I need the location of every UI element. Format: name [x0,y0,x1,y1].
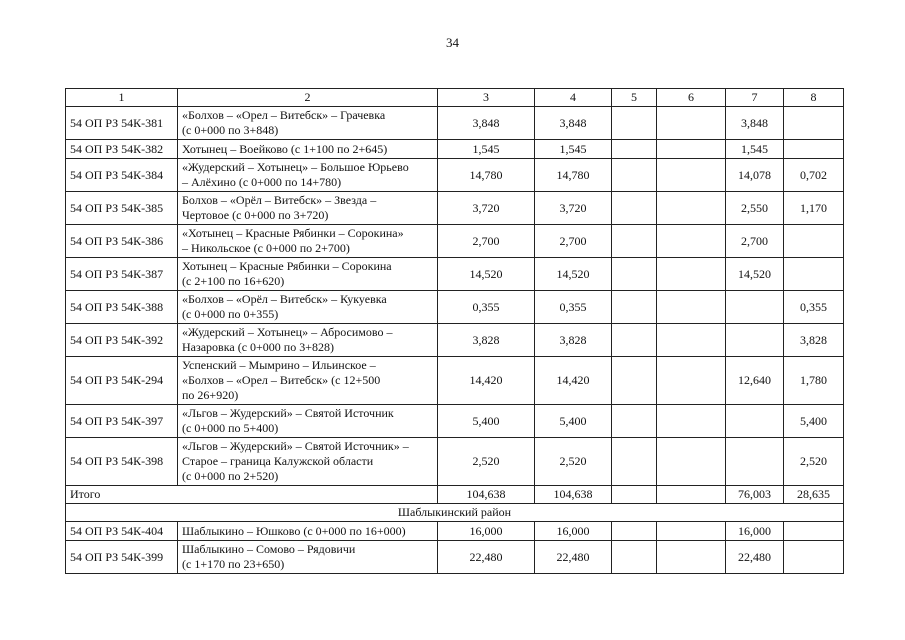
road-code-cell: 54 ОП РЗ 54К-404 [66,522,178,541]
value-cell-c7 [726,438,784,486]
road-code-cell: 54 ОП РЗ 54К-399 [66,541,178,574]
road-name-line: «Жудерский – Хотынец» – Большое Юрьево [182,160,409,174]
value-cell-c7: 2,550 [726,192,784,225]
value-cell-c3: 3,828 [438,324,535,357]
road-name-line: «Льгов – Жудерский» – Святой Источник» – [182,439,409,453]
road-name-cell [178,225,438,258]
value-cell-c8: 5,400 [784,405,844,438]
total-value-c7: 76,003 [726,486,784,504]
road-name-line: Шаблыкино – Юшково (с 0+000 по 16+000) [182,523,406,538]
value-cell-c4: 2,700 [535,225,612,258]
value-cell-c6 [657,438,726,486]
road-name-cell [178,541,438,574]
value-cell-c5 [612,159,657,192]
value-cell-c4: 1,545 [535,140,612,159]
value-cell-c3: 3,848 [438,107,535,140]
road-name-cell [178,258,438,291]
table-row [66,140,844,159]
value-cell-c7: 16,000 [726,522,784,541]
total-value-c8: 28,635 [784,486,844,504]
road-name-line: (с 0+000 по 2+520) [182,469,279,483]
value-cell-c5 [612,522,657,541]
value-cell-c8 [784,258,844,291]
value-cell-c3: 2,700 [438,225,535,258]
value-cell-c6 [657,357,726,405]
value-cell-c5 [612,258,657,291]
value-cell-c6 [657,522,726,541]
road-name-line: по 26+920) [182,388,239,402]
value-cell-c5 [612,438,657,486]
road-name-line: (с 2+100 по 16+620) [182,274,285,288]
value-cell-c3: 22,480 [438,541,535,574]
road-name-line: (с 1+170 по 23+650) [182,557,285,571]
value-cell-c3: 3,720 [438,192,535,225]
road-name-line: Старое – граница Калужской области [182,454,374,468]
road-name-line: Хотынец – Воейково (с 1+100 по 2+645) [182,141,388,156]
table-row [66,357,844,405]
column-header: 2 [178,89,438,107]
value-cell-c8 [784,522,844,541]
table-row [66,438,844,486]
table-body [66,89,844,574]
value-cell-c3: 14,420 [438,357,535,405]
value-cell-c5 [612,140,657,159]
road-name-line: «Жудерский – Хотынец» – Абросимово – [182,325,393,339]
value-cell-c6 [657,258,726,291]
value-cell-c4: 14,520 [535,258,612,291]
road-name-cell [178,522,438,541]
value-cell-c6 [657,324,726,357]
value-cell-c4: 2,520 [535,438,612,486]
road-name-line: – Никольское (с 0+000 по 2+700) [182,241,350,255]
column-header: 6 [657,89,726,107]
road-code-cell: 54 ОП РЗ 54К-388 [66,291,178,324]
road-name-line: «Льгов – Жудерский» – Святой Источник [182,406,394,420]
column-header: 7 [726,89,784,107]
value-cell-c6 [657,107,726,140]
value-cell-c4: 14,780 [535,159,612,192]
value-cell-c7: 2,700 [726,225,784,258]
total-value-c5 [612,486,657,504]
road-name-cell [178,324,438,357]
value-cell-c6 [657,225,726,258]
value-cell-c6 [657,291,726,324]
column-header: 5 [612,89,657,107]
value-cell-c3: 2,520 [438,438,535,486]
road-name-line: «Болхов – «Орёл – Витебск» – Кукуевка [182,292,387,306]
road-name-cell [178,291,438,324]
total-value-c4: 104,638 [535,486,612,504]
page-number: 34 [446,35,459,50]
table-row [66,192,844,225]
section-row [66,504,844,522]
road-code-cell: 54 ОП РЗ 54К-398 [66,438,178,486]
column-header: 4 [535,89,612,107]
value-cell-c6 [657,140,726,159]
value-cell-c8: 1,780 [784,357,844,405]
roads-table [65,88,844,574]
road-code-cell: 54 ОП РЗ 54К-294 [66,357,178,405]
road-name-cell [178,357,438,405]
value-cell-c6 [657,192,726,225]
value-cell-c4: 5,400 [535,405,612,438]
value-cell-c4: 0,355 [535,291,612,324]
road-code-cell: 54 ОП РЗ 54К-382 [66,140,178,159]
table-row [66,405,844,438]
road-name-cell [178,140,438,159]
road-name-line: «Болхов – «Орел – Витебск» – Грачевка [182,108,386,122]
value-cell-c6 [657,159,726,192]
table-row [66,541,844,574]
value-cell-c8: 0,702 [784,159,844,192]
table-row [66,324,844,357]
table-row [66,159,844,192]
value-cell-c6 [657,541,726,574]
road-name-line: Болхов – «Орёл – Витебск» – Звезда – [182,193,377,207]
road-name-line: (с 0+000 по 0+355) [182,307,279,321]
column-header: 1 [66,89,178,107]
table-row [66,522,844,541]
road-code-cell: 54 ОП РЗ 54К-384 [66,159,178,192]
value-cell-c3: 16,000 [438,522,535,541]
value-cell-c8 [784,225,844,258]
value-cell-c8: 3,828 [784,324,844,357]
value-cell-c4: 3,720 [535,192,612,225]
road-name-line: Успенский – Мымрино – Ильинское – [182,358,376,372]
road-name-line: Назаровка (с 0+000 по 3+828) [182,340,334,354]
value-cell-c4: 3,828 [535,324,612,357]
road-name-line: (с 0+000 по 3+848) [182,123,279,137]
road-name-line: – Алёхино (с 0+000 по 14+780) [182,175,342,189]
total-value-c3: 104,638 [438,486,535,504]
value-cell-c8 [784,107,844,140]
total-value-c6 [657,486,726,504]
value-cell-c7 [726,405,784,438]
road-name-line: Шаблыкино – Сомово – Рядовичи [182,542,356,556]
road-code-cell: 54 ОП РЗ 54К-397 [66,405,178,438]
road-name-cell [178,192,438,225]
value-cell-c8: 0,355 [784,291,844,324]
road-name-line: Хотынец – Красные Рябинки – Сорокина [182,259,392,273]
value-cell-c7 [726,291,784,324]
value-cell-c7: 14,078 [726,159,784,192]
value-cell-c5 [612,405,657,438]
table-row [66,258,844,291]
section-title: Шаблыкинский район [66,504,844,522]
value-cell-c8 [784,140,844,159]
value-cell-c4: 14,420 [535,357,612,405]
table-row [66,225,844,258]
road-code-cell: 54 ОП РЗ 54К-386 [66,225,178,258]
column-header: 8 [784,89,844,107]
road-code-cell: 54 ОП РЗ 54К-385 [66,192,178,225]
value-cell-c4: 22,480 [535,541,612,574]
table-row [66,291,844,324]
table-row [66,107,844,140]
column-header: 3 [438,89,535,107]
total-label-cell: Итого [66,486,438,504]
road-name-line: «Хотынец – Красные Рябинки – Сорокина» [182,226,404,240]
value-cell-c7: 14,520 [726,258,784,291]
value-cell-c8: 2,520 [784,438,844,486]
value-cell-c5 [612,225,657,258]
value-cell-c7: 3,848 [726,107,784,140]
road-name-cell [178,405,438,438]
road-name-cell [178,438,438,486]
total-row [66,486,844,504]
value-cell-c7: 22,480 [726,541,784,574]
road-code-cell: 54 ОП РЗ 54К-387 [66,258,178,291]
value-cell-c5 [612,324,657,357]
value-cell-c5 [612,192,657,225]
value-cell-c7 [726,324,784,357]
road-name-cell [178,107,438,140]
road-name-line: Чертовое (с 0+000 по 3+720) [182,208,329,222]
value-cell-c3: 14,520 [438,258,535,291]
value-cell-c4: 3,848 [535,107,612,140]
value-cell-c8: 1,170 [784,192,844,225]
value-cell-c6 [657,405,726,438]
road-name-cell [178,159,438,192]
value-cell-c3: 0,355 [438,291,535,324]
value-cell-c3: 14,780 [438,159,535,192]
value-cell-c8 [784,541,844,574]
value-cell-c5 [612,107,657,140]
road-code-cell: 54 ОП РЗ 54К-392 [66,324,178,357]
value-cell-c5 [612,291,657,324]
value-cell-c5 [612,357,657,405]
value-cell-c7: 12,640 [726,357,784,405]
value-cell-c3: 1,545 [438,140,535,159]
column-number-row [66,89,844,107]
road-code-cell: 54 ОП РЗ 54К-381 [66,107,178,140]
value-cell-c7: 1,545 [726,140,784,159]
value-cell-c3: 5,400 [438,405,535,438]
value-cell-c4: 16,000 [535,522,612,541]
road-name-line: «Болхов – «Орел – Витебск» (с 12+500 [182,373,381,387]
road-name-line: (с 0+000 по 5+400) [182,421,279,435]
value-cell-c5 [612,541,657,574]
